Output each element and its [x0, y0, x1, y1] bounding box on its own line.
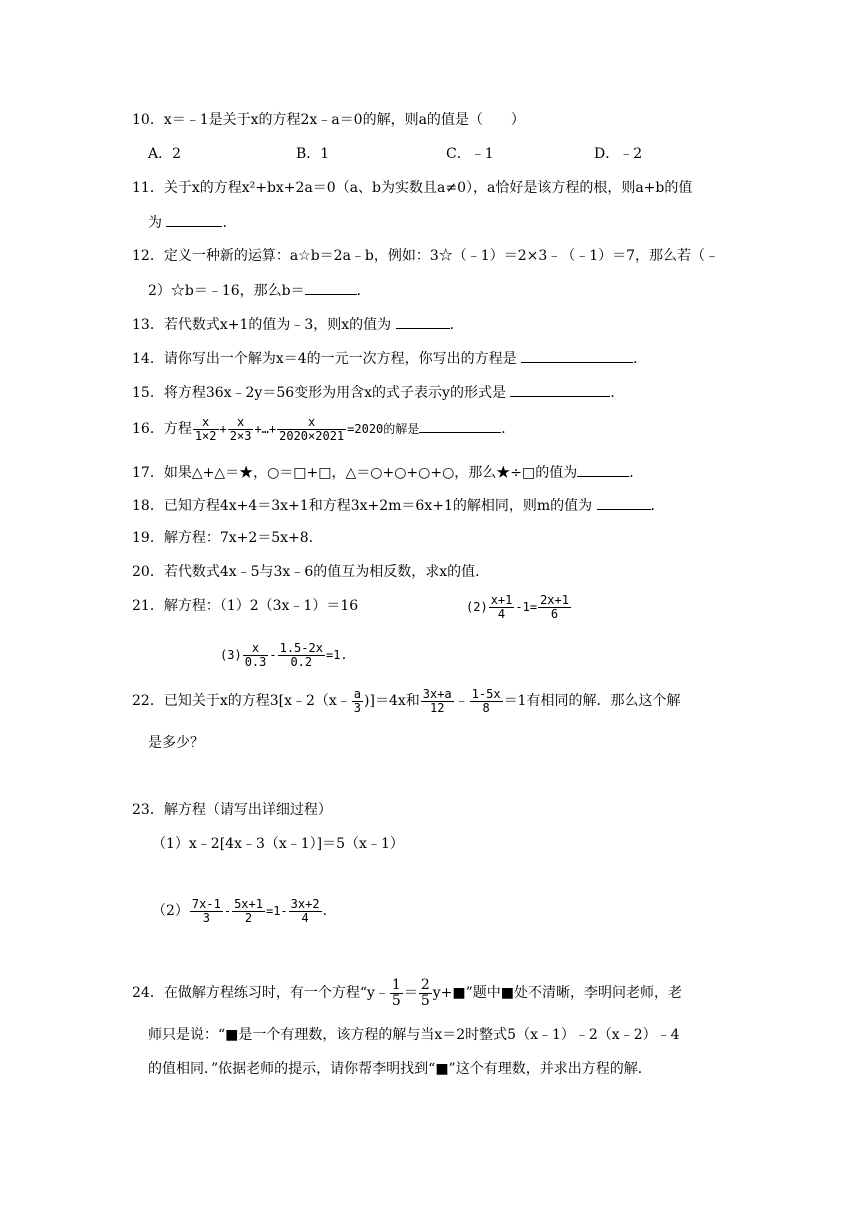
question-21-part1: 21．解方程：（1）2（3x﹣1）＝16: [132, 598, 359, 614]
fraction: $\frac{5x+1}{2}$: [234, 896, 263, 925]
fraction: $\frac{x}{2\times 3}$: [229, 414, 252, 443]
fraction: $\frac{x}{2020\times 2021}$: [279, 414, 345, 443]
question-21-part3: (3) $\frac{x}{0.3}$ - $\frac{1.5-2x}{0.2}$ =1.: [220, 641, 348, 669]
fraction: $\frac{1-5x}{8}$: [471, 686, 501, 715]
fraction: $\frac{x+1}{4}$: [490, 593, 513, 621]
answer-blank: [521, 348, 633, 363]
fraction: $\frac{3x+a}{12}$: [422, 686, 452, 715]
option-c: C．﹣1: [446, 146, 494, 162]
question-15: 15．将方程36x﹣2y＝56变形为用含x的式子表示y的形式是 ．: [132, 382, 624, 403]
option-d: D．﹣2: [594, 146, 643, 162]
question-14: 14．请你写出一个解为x＝4的一元一次方程，你写出的方程是 ．: [132, 348, 647, 369]
fraction: $\frac{a}{3}$: [353, 686, 362, 715]
answer-blank: [305, 280, 357, 295]
question-23-part2: （2） $\frac{7x-1}{3}$ - $\frac{5x+1}{2}$ =1- $\frac{3x+2}{4}$ .: [152, 896, 328, 925]
question-23-part1: （1）x﹣2[4x﹣3（x﹣1）]＝5（x﹣1）: [152, 836, 404, 852]
question-12-line2: 2）☆b＝﹣16，那么b＝ ．: [148, 280, 371, 301]
answer-blank: [597, 495, 651, 510]
fraction: $\frac{x}{1\times 2}$: [194, 414, 217, 443]
question-18: 18．已知方程4x+4＝3x+1和方程3x+2m＝6x+1的解相同，则m的值为 ．: [132, 495, 665, 516]
answer-blank: [577, 462, 629, 477]
question-11-line1: 11．关于x的方程x²+bx+2a＝0（a、b为实数且a≠0），a恰好是该方程的根，则a+b的值: [132, 180, 693, 196]
question-11-line2: 为 ．: [148, 212, 236, 233]
question-22-line2: 是多少？: [148, 735, 204, 751]
question-17: 17．如果△+△＝★，○＝□+□，△＝○+○+○+○，那么★÷□的值为 ．: [132, 462, 643, 483]
fraction: $\frac{3x+2}{4}$: [290, 896, 320, 925]
question-13: 13．若代数式x+1的值为﹣3，则x的值为 ．: [132, 314, 464, 335]
question-22-line1: 22．已知关于x的方程3[x﹣2（x﹣ $\frac{a}{3}$ )]＝4x和 $\frac{3x+a}{12}$ ﹣ $\frac{1-5x}{8}$ ＝1有相同的解．那么这个解: [132, 686, 681, 715]
answer-blank: [396, 314, 450, 329]
question-24-line1: 24．在做解方程练习时，有一个方程“y﹣ $\frac{1}{5}$ ＝ $\frac{2}{5}$ y+■”题中■处不清晰，李明问老师，老: [132, 977, 682, 1009]
question-19: 19．解方程：7x+2＝5x+8．: [132, 530, 323, 546]
question-12-line1: 12．定义一种新的运算：a☆b＝2a﹣b，例如：3☆（﹣1）＝2×3﹣（﹣1）＝7，那么若（﹣: [132, 248, 720, 264]
fraction: $\frac{1.5-2x}{0.2}$: [279, 641, 323, 669]
fraction: $\frac{1}{5}$: [391, 977, 401, 1009]
answer-blank: [166, 212, 222, 227]
question-21-part2: (2) $\frac{x+1}{4}$ -1= $\frac{2x+1}{6}$: [466, 593, 569, 621]
question-16: 16．方程 $\frac{x}{1\times 2}$ + $\frac{x}{2\times 3}$ +…+ $\frac{x}{2020\times 2021}$ =2020的解是 ．: [132, 414, 516, 443]
fraction: $\frac{2}{5}$: [420, 977, 430, 1009]
question-23-title: 23．解方程（请写出详细过程）: [132, 802, 332, 818]
question-10: 10．x＝﹣1是关于x的方程2x﹣a＝0的解，则a的值是（ ）: [132, 112, 525, 128]
fraction: $\frac{7x-1}{3}$: [191, 896, 221, 925]
option-b: B．1: [296, 146, 330, 162]
answer-blank: [510, 382, 610, 397]
fraction: $\frac{x}{0.3}$: [244, 641, 267, 669]
option-a: A．2: [148, 146, 182, 162]
question-20: 20．若代数式4x﹣5与3x﹣6的值互为相反数，求x的值．: [132, 564, 490, 580]
question-24-line2: 师只是说：“■是一个有理数，该方程的解与当x＝2时整式5（x﹣1）﹣2（x﹣2）﹣4: [148, 1027, 680, 1043]
question-24-line3: 的值相同．”依据老师的提示，请你帮李明找到“■”这个有理数，并求出方程的解．: [148, 1061, 652, 1077]
answer-blank: [419, 418, 501, 433]
fraction: $\frac{2x+1}{6}$: [540, 593, 569, 621]
